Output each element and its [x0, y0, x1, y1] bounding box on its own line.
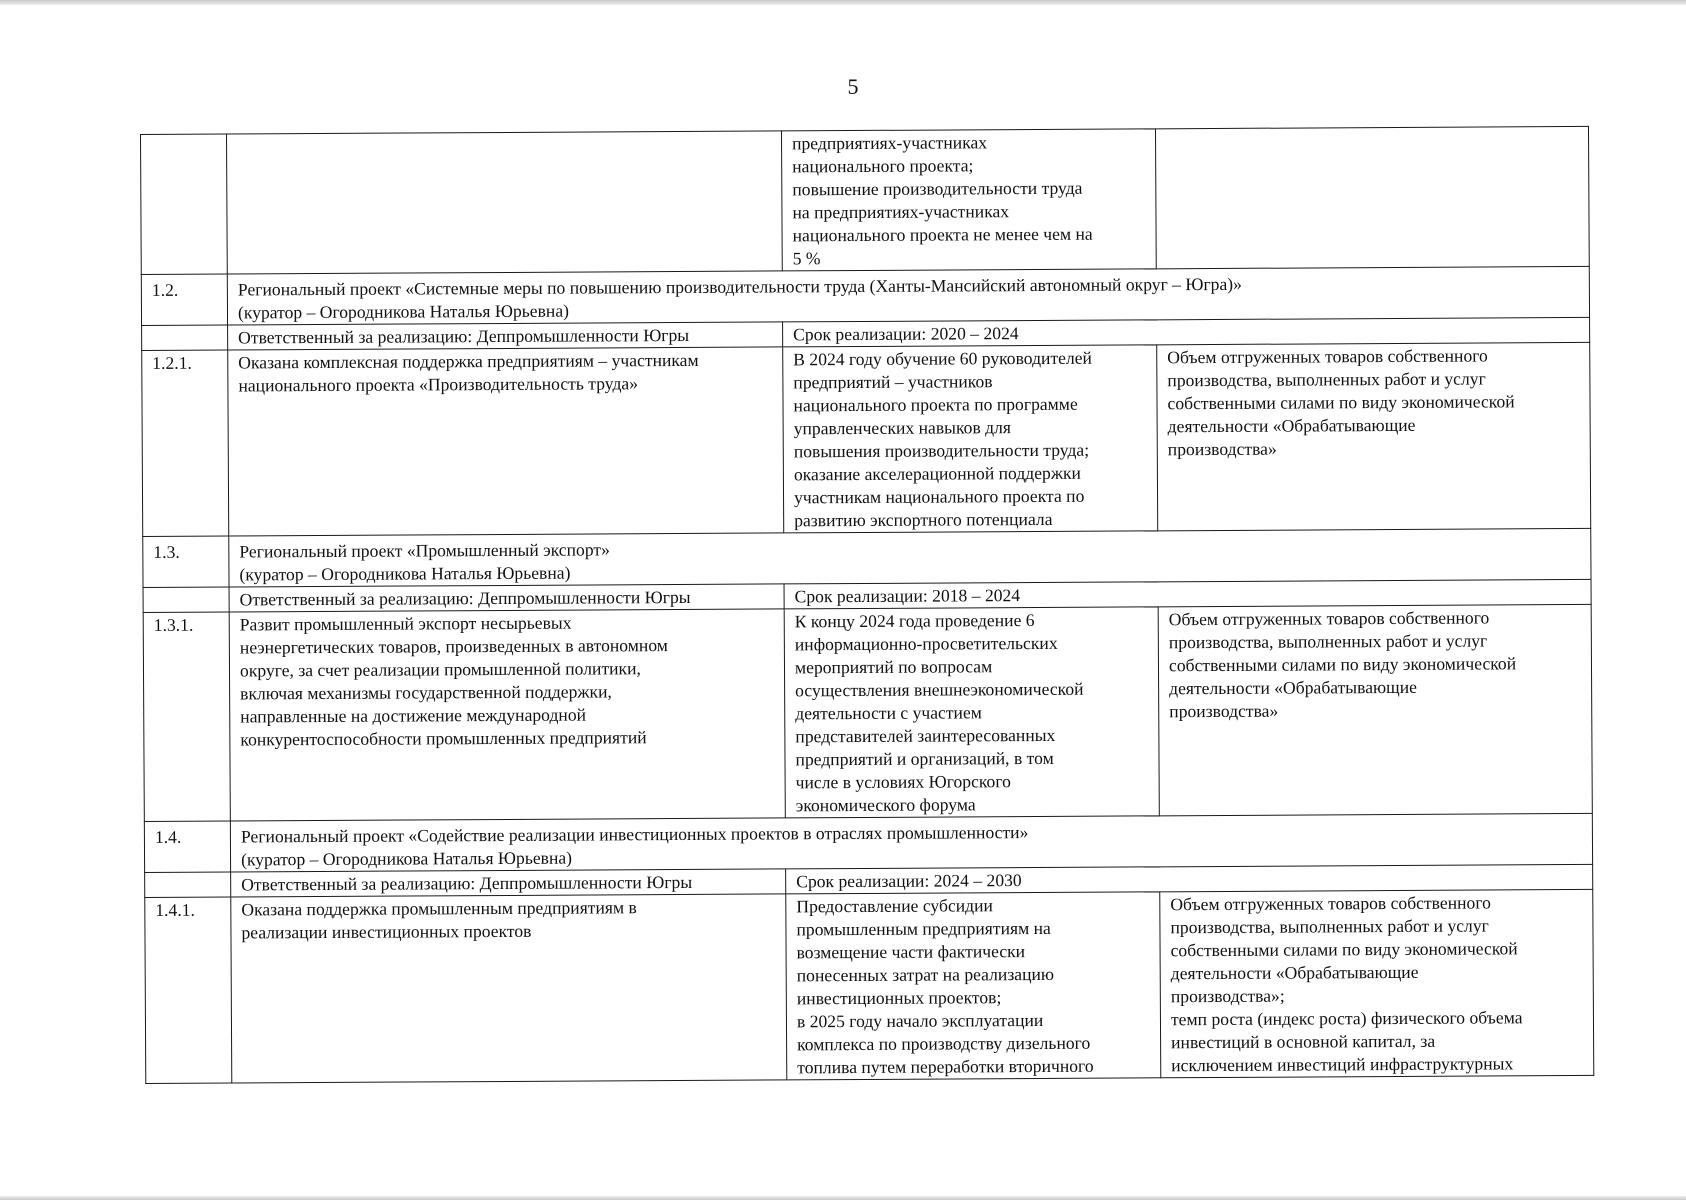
- measures-table-body: [141, 126, 1594, 1083]
- text-line: комплекса по производству дизельного: [797, 1032, 1091, 1055]
- section-row: [144, 813, 1592, 872]
- measure-number: [141, 134, 228, 274]
- text-line: повышение производительности труда: [792, 177, 1083, 200]
- text-line: Оказана комплексная поддержка предприятиям – участникам: [238, 349, 699, 373]
- measure-number: 1.4.1.: [145, 897, 232, 1083]
- text-line: осуществления внешнеэкономической: [795, 678, 1084, 701]
- section-title-line: (куратор – Огородникова Наталья Юрьевна): [240, 847, 573, 870]
- text-line: Оказана поддержка промышленным предприятиям в: [241, 897, 637, 920]
- measure-result: [784, 607, 1159, 818]
- responsible-cell: Ответственный за реализацию: Деппромышленности Югры: [228, 322, 783, 350]
- measure-row: [143, 604, 1592, 821]
- text-line: участникам национального проекта по: [793, 485, 1085, 508]
- text-line: неэнергетических товаров, произведенных в автономном: [239, 635, 668, 658]
- empty-cell: [142, 325, 228, 350]
- text-line: национального проекта по программе: [793, 393, 1078, 416]
- section-title-line: (куратор – Огородникова Наталья Юрьевна): [237, 300, 570, 323]
- measure-name: [227, 131, 783, 274]
- text-line: управленческих навыков для: [793, 417, 1012, 439]
- section-row: [143, 528, 1591, 587]
- text-line: Объем отгруженных товаров собственного: [1167, 345, 1488, 368]
- measure-row: [141, 126, 1590, 274]
- text-line: производства, выполненных работ и услуг: [1170, 915, 1489, 938]
- text-line: собственными силами по виду экономической: [1170, 938, 1518, 961]
- text-line: национального проекта не менее чем на: [792, 223, 1093, 246]
- section-row: [141, 266, 1589, 325]
- section-title-line: Региональный проект «Системные меры по повышению производительности труда (Ханты-Мансийский автономный округ – Югра)»: [237, 273, 1242, 300]
- section-title: [227, 266, 1589, 325]
- section-number: 1.4.: [144, 821, 230, 872]
- empty-cell: [143, 587, 229, 612]
- period-cell: Срок реализации: 2018 – 2024: [784, 579, 1591, 609]
- text-line: мероприятий по вопросам: [794, 656, 993, 678]
- text-line: национального проекта «Производительность труда»: [238, 373, 639, 396]
- scan-edge-bottom: [0, 1196, 1686, 1200]
- section-number: 1.3.: [143, 536, 229, 587]
- measure-row: [142, 342, 1591, 536]
- text-line: К концу 2024 года проведение 6: [794, 610, 1035, 632]
- text-line: собственными силами по виду экономической: [1168, 653, 1517, 676]
- section-number: 1.2.: [141, 274, 227, 325]
- text-line: Объем отгруженных товаров собственного: [1168, 607, 1490, 630]
- text-line: национального проекта;: [792, 155, 974, 177]
- text-line: представителей заинтересованных: [795, 724, 1056, 747]
- text-line: темп роста (индекс роста) физического объема: [1170, 1007, 1523, 1030]
- text-line: информационно-просветительских: [794, 632, 1058, 655]
- text-line: деятельности «Обрабатывающие: [1170, 961, 1419, 984]
- measure-result: [786, 892, 1161, 1080]
- section-title-line: Региональный проект «Промышленный экспорт»: [239, 539, 610, 562]
- text-line: оказание акселерационной поддержки: [793, 462, 1082, 485]
- section-title-line: Региональный проект «Содействие реализации инвестиционных проектов в отраслях промышленности»: [240, 822, 1029, 847]
- text-line: реализации инвестиционных проектов: [241, 920, 532, 943]
- text-line: исключением инвестиций инфраструктурных: [1171, 1053, 1514, 1076]
- measure-indicator: [1158, 604, 1592, 815]
- scan-edge-top: [0, 0, 1686, 5]
- text-line: Развит промышленный экспорт несырьевых: [239, 612, 572, 635]
- responsible-cell: Ответственный за реализацию: Деппромышленности Югры: [229, 584, 784, 612]
- text-line: повышения производительности труда;: [793, 439, 1090, 462]
- measure-result: [783, 345, 1158, 533]
- measure-row: [145, 889, 1594, 1083]
- text-line: предприятий – участников: [793, 371, 993, 393]
- text-line: в 2025 году начало эксплуатации: [796, 1009, 1044, 1032]
- text-line: предприятий и организаций, в том: [795, 747, 1054, 770]
- section-title: [230, 813, 1592, 872]
- text-line: деятельности «Обрабатывающие: [1167, 414, 1416, 437]
- text-line: развитию экспортного потенциала: [794, 508, 1053, 531]
- measure-number: 1.3.1.: [143, 612, 230, 821]
- page-number: 5: [847, 74, 859, 99]
- text-line: промышленным предприятиям на: [796, 917, 1051, 940]
- text-line: В 2024 году обучение 60 руководителей: [793, 347, 1092, 370]
- text-line: возмещение части фактически: [796, 941, 1026, 963]
- measure-result: [781, 129, 1156, 271]
- text-line: инвестиций в основной капитал, за: [1171, 1030, 1436, 1053]
- text-line: Объем отгруженных товаров собственного: [1170, 892, 1491, 915]
- text-line: топлива путем переработки вторичного: [797, 1055, 1094, 1078]
- measure-indicator: [1155, 126, 1589, 268]
- text-line: собственными силами по виду экономической: [1167, 391, 1515, 414]
- measure-indicator: [1160, 889, 1594, 1077]
- measure-number: 1.2.1.: [142, 350, 229, 536]
- section-title-line: (куратор – Огородникова Наталья Юрьевна): [239, 562, 571, 585]
- text-line: конкурентоспособности промышленных предприятий: [240, 727, 647, 750]
- text-line: числе в условиях Югорского: [795, 771, 1011, 793]
- text-line: на предприятиях-участниках: [792, 201, 1010, 223]
- text-line: инвестиционных проектов;: [796, 987, 1002, 1009]
- text-line: деятельности «Обрабатывающие: [1169, 676, 1417, 699]
- measure-name: [229, 609, 785, 821]
- period-cell: Срок реализации: 2024 – 2030: [786, 864, 1593, 894]
- measure-name: [231, 894, 787, 1083]
- section-title: [229, 528, 1591, 587]
- text-line: производства, выполненных работ и услуг: [1168, 630, 1488, 653]
- text-line: производства»;: [1170, 985, 1285, 1007]
- text-line: округе, за счет реализации промышленной политики,: [239, 658, 641, 681]
- text-line: Предоставление субсидии: [796, 895, 993, 917]
- measure-indicator: [1157, 342, 1591, 530]
- text-line: производства»: [1167, 438, 1277, 460]
- text-line: производства»: [1169, 700, 1279, 722]
- text-line: понесенных затрат на реализацию: [796, 963, 1055, 986]
- text-line: включая механизмы государственной поддержки,: [240, 681, 612, 704]
- text-line: предприятиях-участниках: [792, 132, 988, 154]
- measures-table: [140, 126, 1594, 1084]
- measure-name: [228, 347, 784, 536]
- empty-cell: [145, 872, 231, 897]
- text-line: направленные на достижение международной: [240, 704, 587, 727]
- period-cell: Срок реализации: 2020 – 2024: [783, 317, 1590, 347]
- text-line: 5 %: [792, 248, 821, 269]
- text-line: деятельности с участием: [795, 702, 982, 724]
- text-line: производства, выполненных работ и услуг: [1167, 368, 1486, 391]
- responsible-cell: Ответственный за реализацию: Деппромышленности Югры: [231, 869, 786, 897]
- text-line: экономического форума: [795, 794, 976, 816]
